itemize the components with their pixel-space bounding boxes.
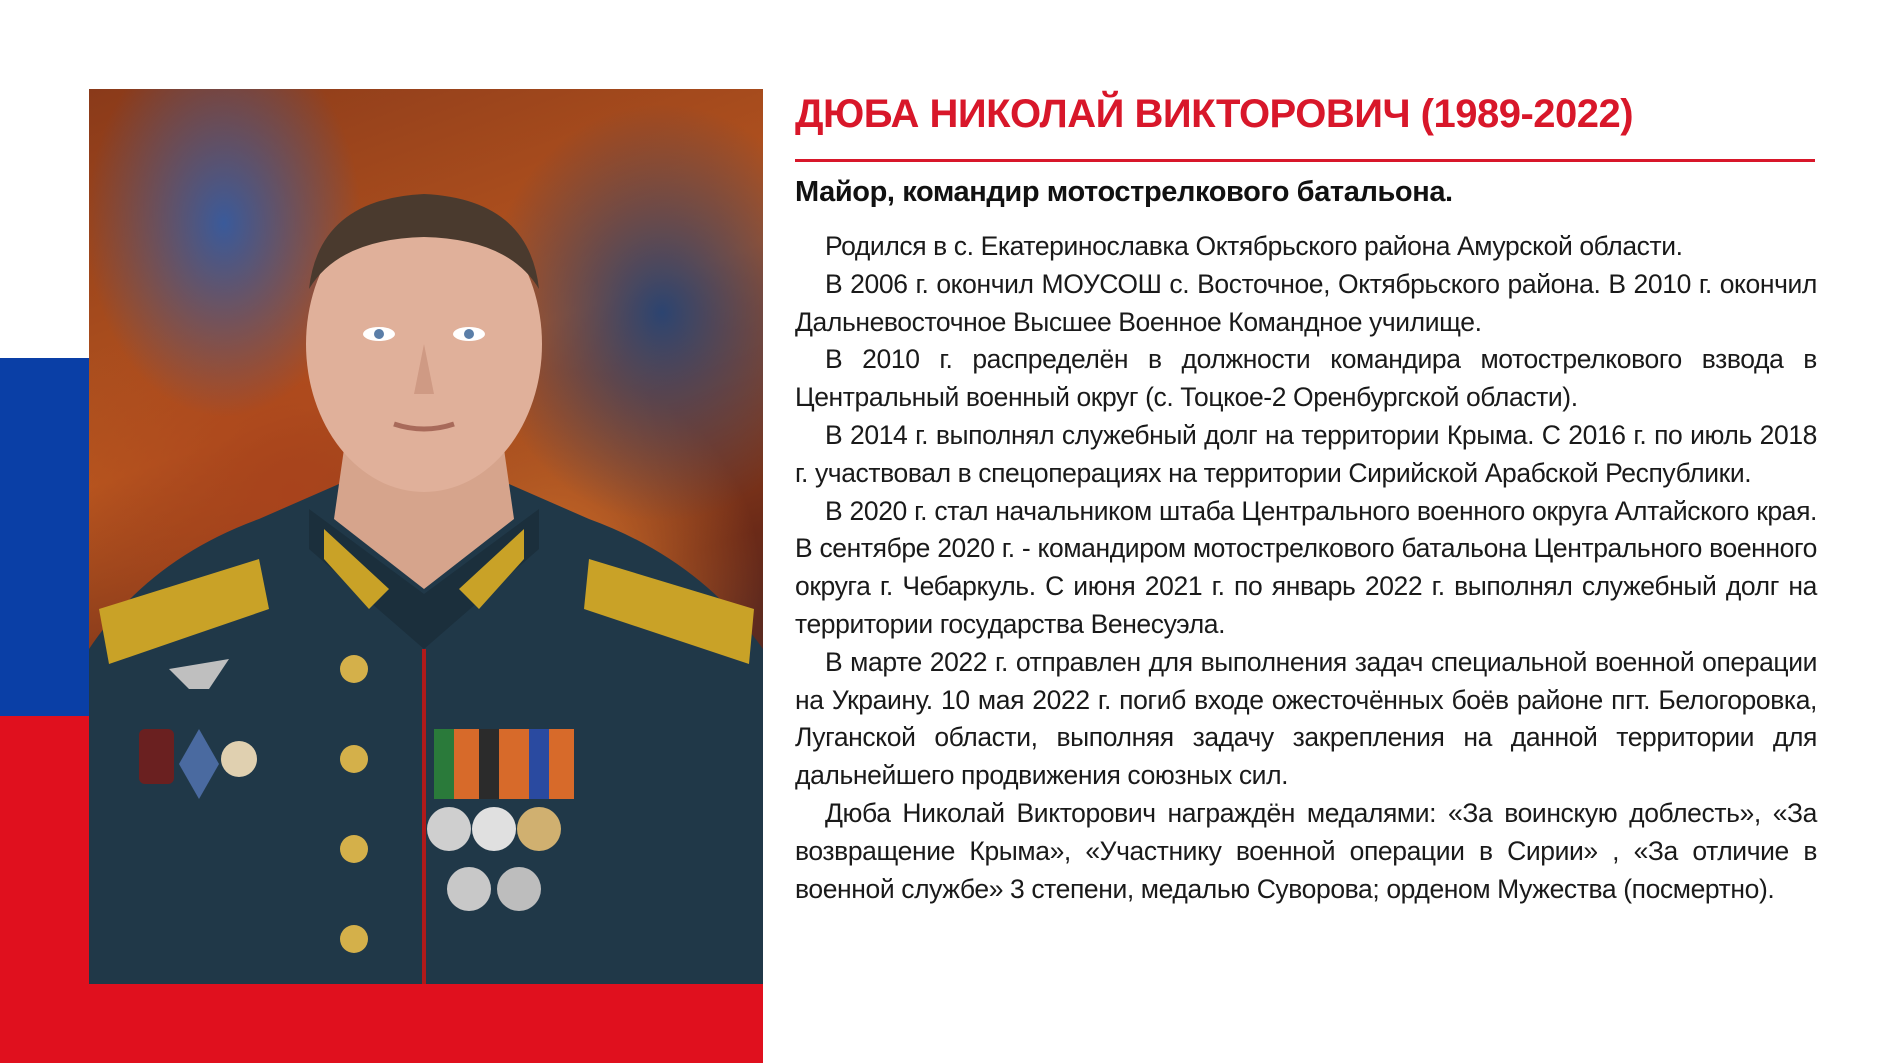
bio-paragraph-assignment: В 2010 г. распределён в должности командира мотострелкового взвода в Центральный военный округ (с. Тоцкое-2 Оренбургской области). xyxy=(795,344,1817,413)
biography-text xyxy=(795,228,1817,908)
bio-paragraph-birth: Родился в с. Екатеринославка Октябрьского района Амурской области. xyxy=(825,231,1683,261)
bio-paragraph-education: В 2006 г. окончил МОУСОШ с. Восточное, Октябрьского района. В 2010 г. окончил Дальневосточное Высшее Военное Командное училище. xyxy=(795,268,1817,337)
bio-paragraph-awards: Дюба Николай Викторович награждён медалями: «За воинскую доблесть», «За возвращение Крыма», «Участнику военной операции в Сирии» , «За отличие в военной службе» 3 степени, медалью Суворова; орденом Мужества (посмертно). xyxy=(795,797,1817,904)
bio-paragraph-command: В 2020 г. стал начальником штаба Центрального военного округа Алтайского края. В сентябре 2020 г. - командиром мотострелкового батальона Центрального военного округа г. Чебаркуль. С июня 2021 г. по январь 2022 г. выполнял служебный долг на территории государства Венесуэла. xyxy=(795,495,1817,639)
portrait-photo xyxy=(89,89,763,984)
bio-paragraph-crimea-syria: В 2014 г. выполнял служебный долг на территории Крыма. С 2016 г. по июль 2018 г. участвовал в спецоперациях на территории Сирийской Арабской Республики. xyxy=(795,419,1817,488)
rank-subtitle: Майор, командир мотострелкового батальона. xyxy=(795,176,1453,208)
title-divider xyxy=(795,159,1815,162)
portrait-figure xyxy=(89,89,763,984)
bio-paragraph-death: В марте 2022 г. отправлен для выполнения задач специальной военной операции на Украину. 10 мая 2022 г. погиб входе ожесточённых боёв районе пгт. Белогоровка, Луганской области, выполняя задачу закрепления на данной территории для дальнейшего продвижения союзных сил. xyxy=(795,646,1817,791)
page-title: ДЮБА НИКОЛАЙ ВИКТОРОВИЧ (1989-2022) xyxy=(795,92,1634,136)
